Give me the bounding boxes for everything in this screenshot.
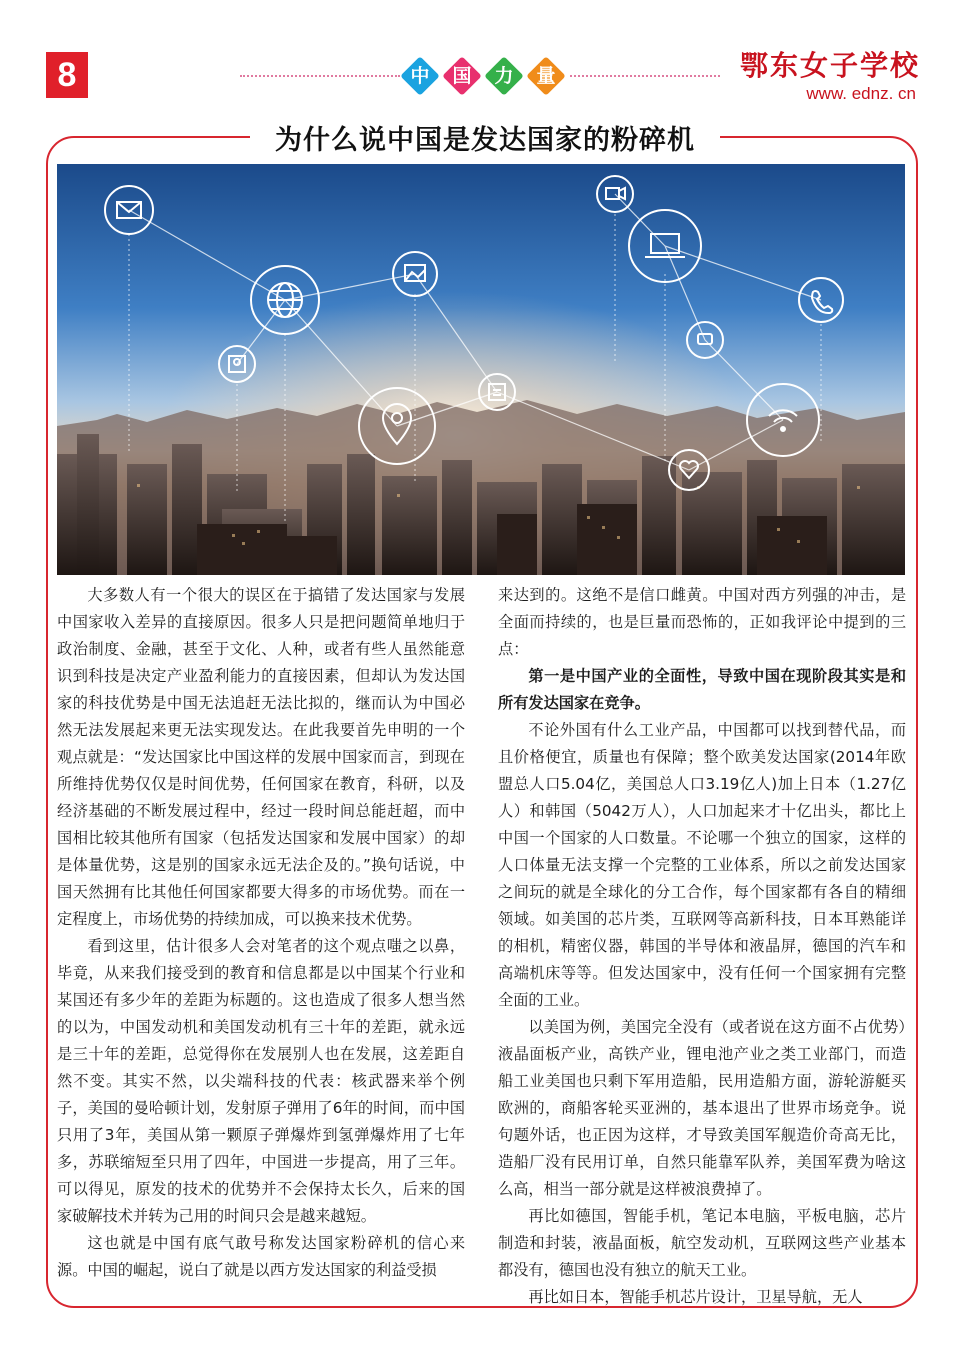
paragraph: 不论外国有什么工业产品，中国都可以找到替代品，而且价格便宜，质量也有保障；整个欧美发达国家(2014年欧盟总人口5.04亿，美国总人口3.19亿人)加上日本（1.27亿人）和韩国（5042万人），人口加起来才十亿出头，都比上中国一个国家的人口数量。不论哪一个独立的国家，这样的人口体量无法支撑一个完整的工业体系，所以之前发达国家之间玩的就是全球化的分工合作，每个国家都有各自的精细领域。如美国的芯片类，互联网等高新科技，日本耳熟能详的相机，精密仪器，韩国的半导体和液晶屏，德国的汽车和高端机床等等。但发达国家中，没有任何一个国家拥有完整全面的工业。 [498,721,906,1009]
banner-char-1: 中 [410,65,430,87]
paragraph: 再比如日本，智能手机芯片设计，卫星导航，无人 [528,1288,863,1306]
paragraph: 以美国为例，美国完全没有（或者说在这方面不占优势）液晶面板产业，高铁产业，锂电池产业之类工业部门，而造船工业美国也只剩下军用造船，民用造船方面，游轮游艇买欧洲的，商船客轮买亚洲的，基本退出了世界市场竞争。说句题外话，也正因为这样，才导致美国军舰造价奇高无比，造船厂没有民用订单，自然只能靠军队养，美国军费为啥这么高，相当一部分就是这样被浪费掉了。 [498,1018,906,1198]
paragraph: 这也就是中国有底气敢号称发达国家粉碎机的信心来源。中国的崛起，说白了就是以西方发达国家的利益受损 [57,1234,465,1279]
page-number: 8 [46,52,88,98]
article-column-right [498,582,906,1311]
header-divider-left [240,75,400,77]
paragraph: 来达到的。这绝不是信口雌黄。中国对西方列强的冲击，是全面而持续的，也是巨量而恐怖的，正如我评论中提到的三点： [498,586,906,658]
paragraph: 再比如德国，智能手机，笔记本电脑，平板电脑，芯片制造和封装，液晶面板，航空发动机，互联网这些产业基本都没有，德国也没有独立的航天工业。 [498,1207,906,1279]
banner-char-2: 国 [452,65,472,87]
banner-diamond-4 [526,56,566,96]
paragraph: 看到这里，估计很多人会对笔者的这个观点嗤之以鼻，毕竟，从来我们接受到的教育和信息都是以中国某个行业和某国还有多少年的差距为标题的。这也造成了很多人想当然的以为，中国发动机和美国发动机有三十年的差距，就永远是三十年的差距，总觉得你在发展别人也在发展，这差距自然不变。其实不然，以尖端科技的代表：核武器来举个例子，美国的曼哈顿计划，发射原子弹用了6年的时间，而中国只用了3年，美国从第一颗原子弹爆炸到氢弹爆炸用了七年多，苏联缩短至只用了四年，中国进一步提高，用了三年。可以得见，原发的技术的优势并不会保持太长久，后来的国家破解技术并转为己用的时间只会是越来越短。 [57,937,465,1225]
banner-diamond-2 [442,56,482,96]
banner-diamond-1 [400,56,440,96]
banner-char-3: 力 [494,65,514,87]
paragraph: 大多数人有一个很大的误区在于搞错了发达国家与发展中国家收入差异的直接原因。很多人只是把问题简单地归于政治制度、金融，甚至于文化、人种，或者有些人虽然能意识到科技是决定产业盈利能力的直接因素，但却认为发达国家的科技优势是中国无法追赶无法比拟的，继而认为中国必然无法发展起来更无法实现发达。在此我要首先申明的一个观点就是：“发达国家比中国这样的发展中国家而言，到现在所维持优势仅仅是时间优势，任何国家在教育，科研，以及经济基础的不断发展过程中，经过一段时间总能赶超，而中国相比较其他所有国家（包括发达国家和发展中国家）的却是体量优势，这是别的国家永远无法企及的。”换句话说，中国天然拥有比其他任何国家都要大得多的市场优势。而在一定程度上，市场优势的持续加成，可以换来技术优势。 [57,586,465,928]
banner-diamond-3 [484,56,524,96]
article-column-left [57,582,465,1284]
section-banner [400,50,570,102]
school-url: www. ednz. cn [806,84,916,103]
article-title: 为什么说中国是发达国家的粉碎机 [275,125,695,156]
hero-illustration [57,164,905,575]
banner-char-4: 量 [536,65,556,87]
school-brand [740,50,920,104]
key-point-heading: 第一是中国产业的全面性，导致中国在现阶段其实是和所有发达国家在竞争。 [498,667,906,712]
school-name: 鄂东女子学校 [740,49,921,82]
hero-image [57,164,905,575]
header-divider-right [570,75,720,77]
